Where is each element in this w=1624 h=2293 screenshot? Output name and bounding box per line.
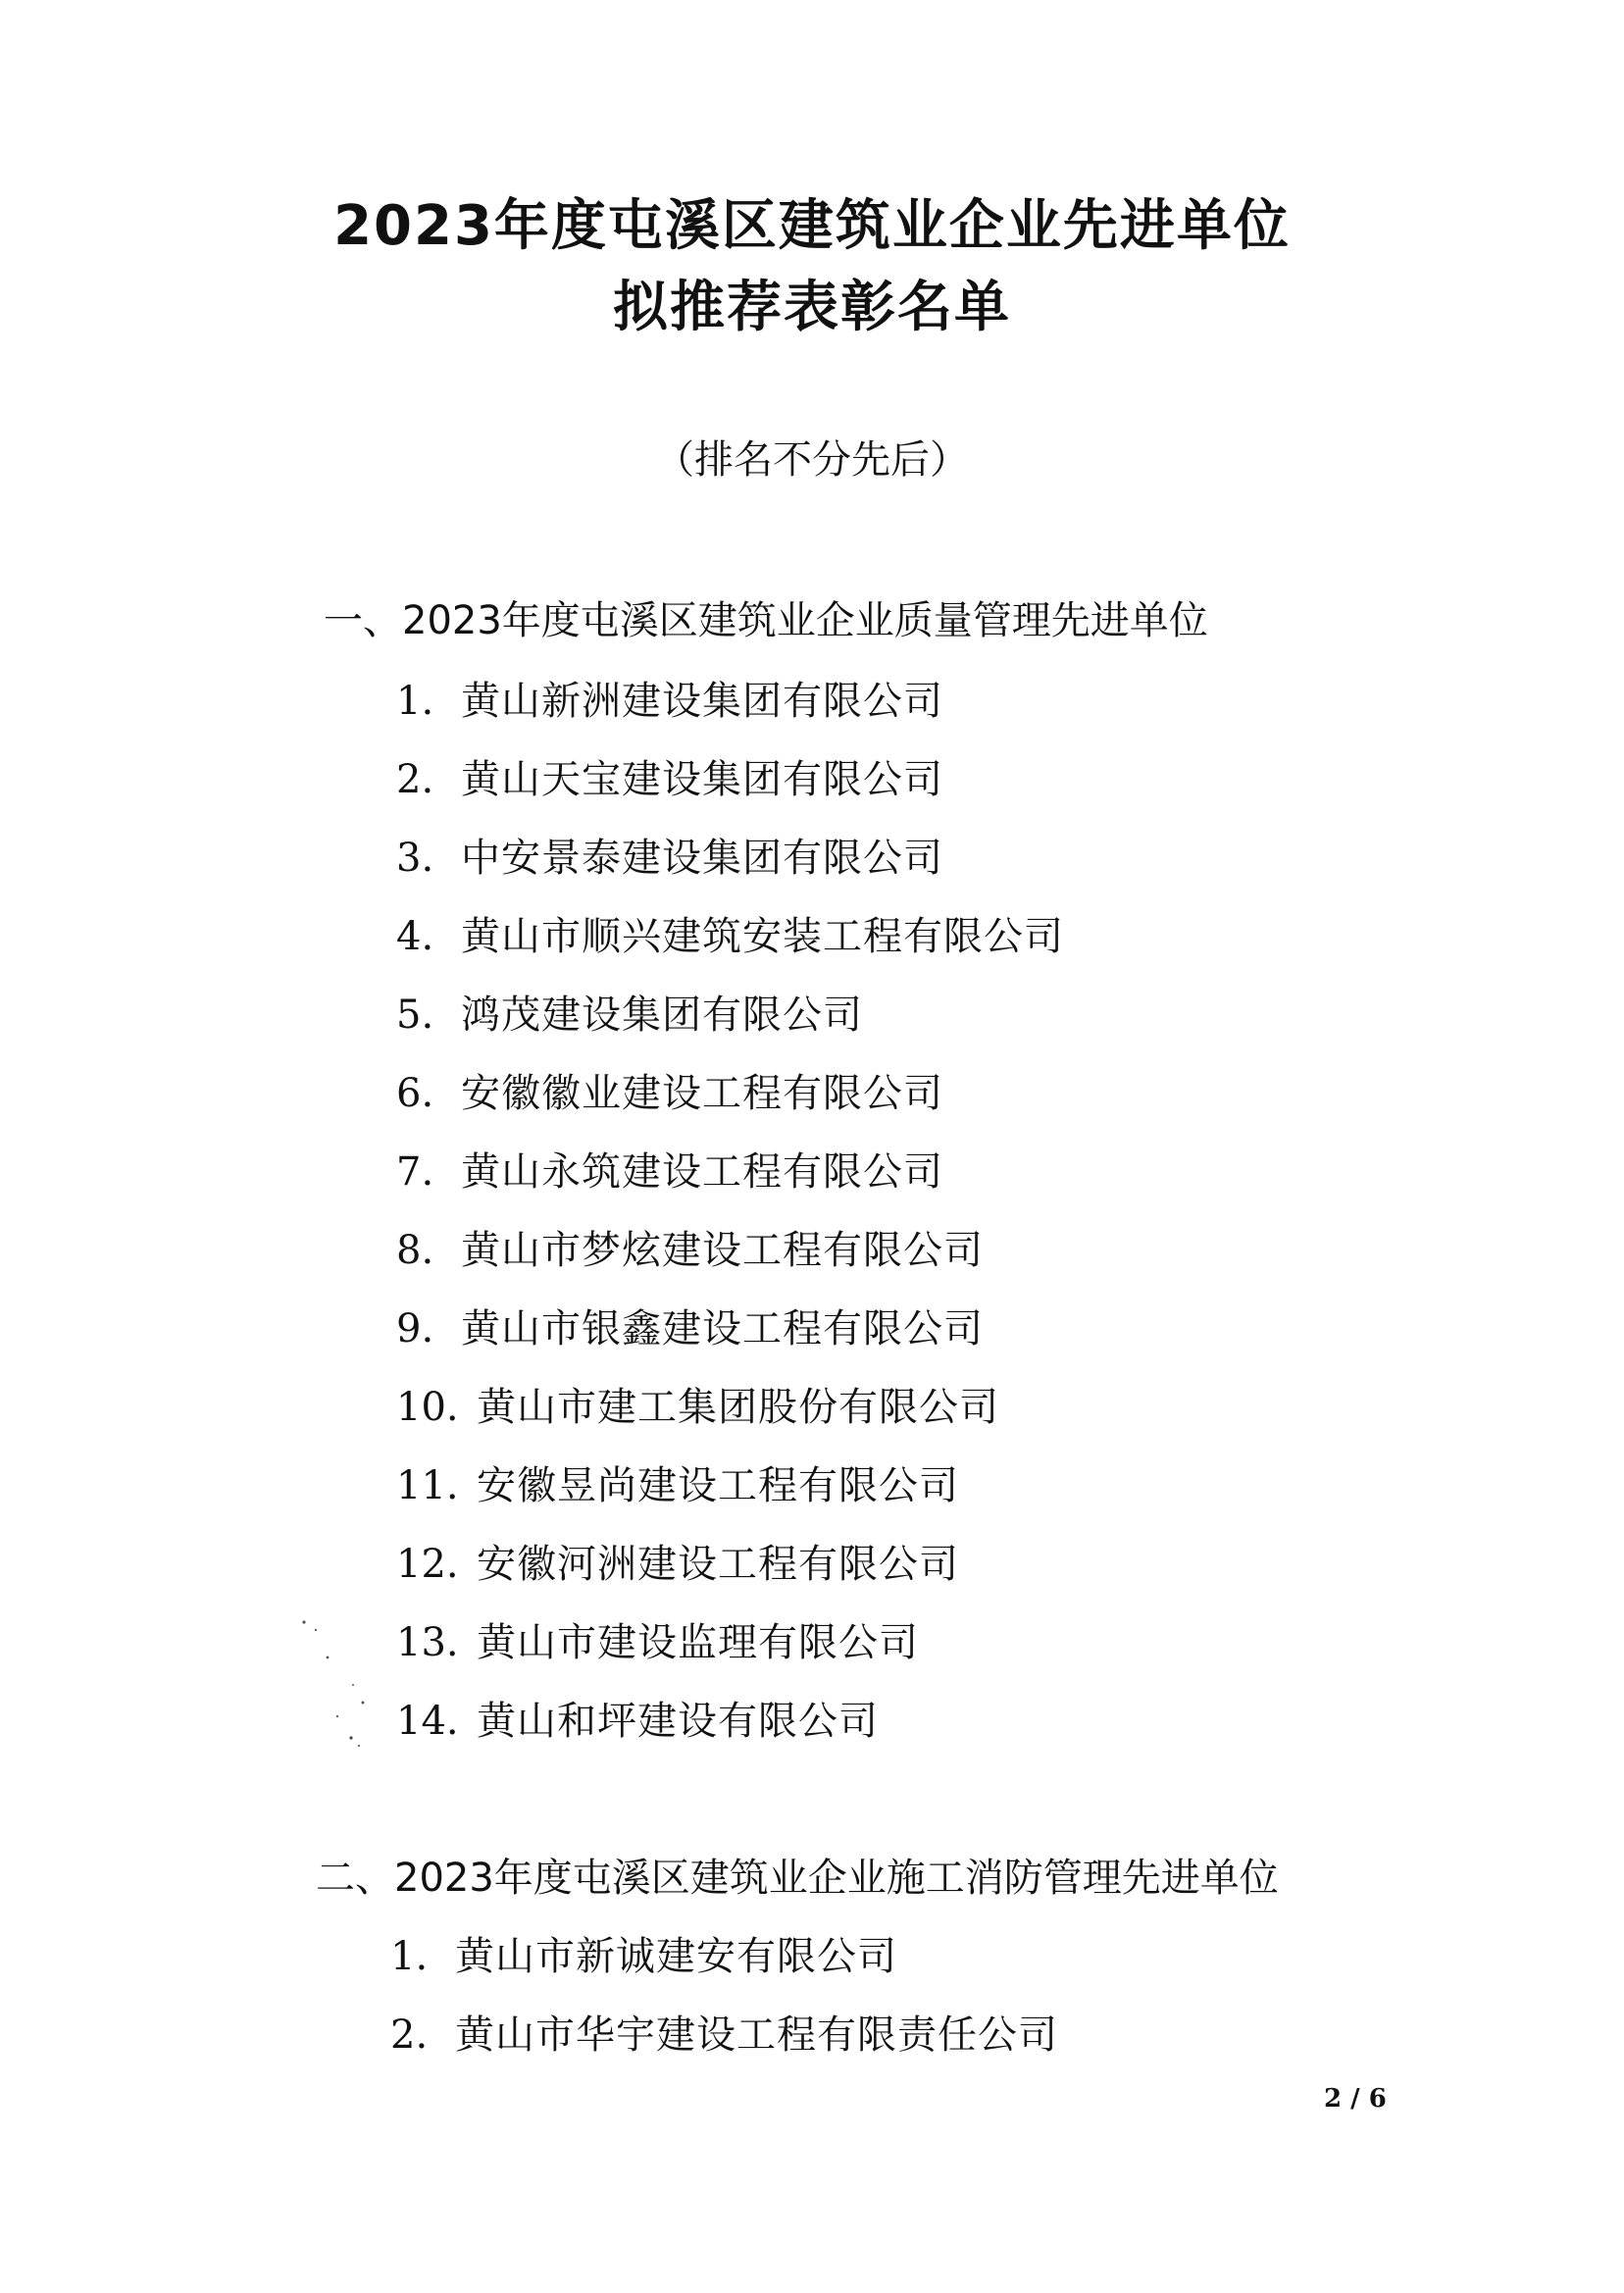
list-item-company: 安徽河洲建设工程有限公司 (477, 1542, 959, 1587)
list-item-company: 黄山永筑建设工程有限公司 (461, 1149, 943, 1195)
list-item-number: 2. (390, 2013, 429, 2058)
document-title-line-2: 拟推荐表彰名单 (613, 276, 1011, 339)
list-item-number: 8. (396, 1228, 434, 1273)
list-item-company: 鸿茂建设集团有限公司 (461, 993, 863, 1038)
list-item (396, 1226, 984, 1275)
list-item (396, 834, 943, 883)
list-item-company: 黄山天宝建设集团有限公司 (461, 757, 943, 802)
document-subtitle: （排名不分先后） (655, 437, 969, 483)
list-item-number: 10. (396, 1385, 459, 1430)
list-item-number: 9. (396, 1306, 434, 1351)
section-heading-quality: 一、2023年度屯溪区建筑业企业质量管理先进单位 (324, 598, 1208, 643)
list-item-number: 2. (396, 757, 434, 802)
list-item-number: 1. (390, 1934, 429, 1979)
list-item-number: 13. (396, 1620, 459, 1665)
list-item-company: 中安景泰建设集团有限公司 (461, 836, 943, 881)
list-item-company: 安徽昱尚建设工程有限公司 (477, 1463, 959, 1508)
page-number: 2 / 6 (1324, 2084, 1387, 2114)
list-item-company: 黄山市建设监理有限公司 (477, 1620, 919, 1665)
list-item (396, 1697, 879, 1746)
list-item (396, 677, 943, 726)
list-item-number: 7. (396, 1149, 434, 1195)
list-item-company: 黄山市顺兴建筑安装工程有限公司 (461, 914, 1064, 959)
list-item-company: 黄山市梦炫建设工程有限公司 (461, 1228, 984, 1273)
list-item (396, 1383, 999, 1432)
section-heading-fire-safety: 二、2023年度屯溪区建筑业企业施工消防管理先进单位 (316, 1856, 1279, 1901)
list-item (396, 755, 943, 804)
list-item (390, 2011, 1058, 2060)
list-item (396, 1304, 984, 1353)
list-item-number: 4. (396, 914, 434, 959)
list-item-number: 5. (396, 993, 434, 1038)
list-item (396, 1461, 959, 1510)
list-item (396, 1540, 959, 1589)
list-item-company: 安徽徽业建设工程有限公司 (461, 1071, 943, 1116)
list-item-number: 6. (396, 1071, 434, 1116)
list-item (396, 1069, 943, 1118)
list-item-number: 12. (396, 1542, 459, 1587)
list-item-company: 黄山新洲建设集团有限公司 (461, 679, 943, 724)
list-item (396, 912, 1064, 961)
list-item-company: 黄山市新诚建安有限公司 (455, 1934, 897, 1979)
list-item-company: 黄山和坪建设有限公司 (477, 1699, 879, 1744)
list-item-company: 黄山市银鑫建设工程有限公司 (461, 1306, 984, 1351)
list-item-number: 11. (396, 1463, 459, 1508)
list-item-number: 3. (396, 836, 434, 881)
document-title-line-1: 2023年度屯溪区建筑业企业先进单位 (333, 194, 1291, 258)
list-item-company: 黄山市建工集团股份有限公司 (477, 1385, 999, 1430)
list-item-number: 1. (396, 679, 434, 724)
list-item (396, 1147, 943, 1197)
scan-noise-decoration (294, 1608, 451, 1756)
list-item-company: 黄山市华宇建设工程有限责任公司 (455, 2013, 1058, 2058)
list-item-number: 14. (396, 1699, 459, 1744)
list-item (396, 991, 863, 1040)
list-item (396, 1618, 919, 1667)
list-item (390, 1932, 897, 1981)
